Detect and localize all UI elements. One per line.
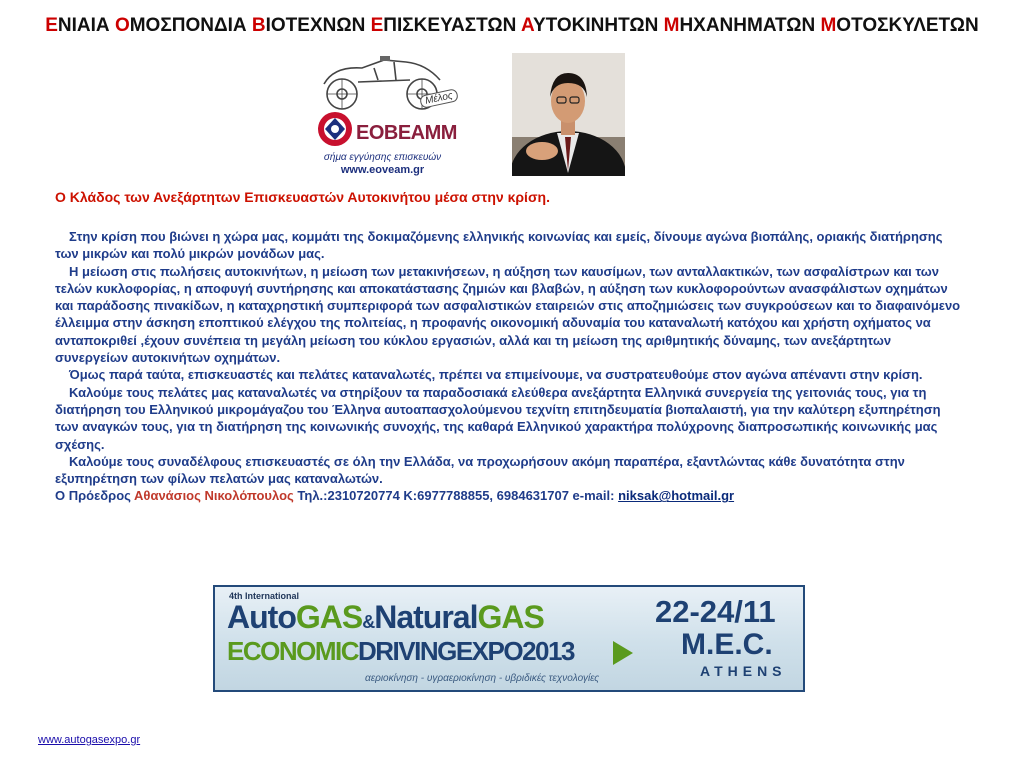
heading-initial: Ε (45, 15, 58, 36)
signature-name: Αθανάσιος Νικολόπουλος (134, 488, 294, 504)
expo-banner[interactable] (213, 585, 805, 692)
heading-initial: Μ (663, 15, 680, 36)
president-photo (512, 53, 625, 176)
logo-wordmark: ΕΟΒΕΑΜΜ (356, 122, 457, 144)
heading-initial: Ο (114, 15, 130, 36)
article-body (55, 228, 967, 505)
logo-tagline: σήμα εγγύησης επισκευών (323, 152, 442, 163)
signature (55, 487, 967, 504)
article-paragraph: Καλούμε τους συναδέλφους επισκευαστές σε όλη την Ελλάδα, να προχωρήσουν ακόμη παραπέρα, εξαντλώντας κάθε δυνατότητα στην εξυπηρέτηση των φίλων πελατών μας καταναλωτών. (55, 453, 905, 487)
arrow-icon (613, 641, 633, 665)
footer-website-link[interactable]: www.autogasexpo.gr (38, 734, 141, 746)
heading-word: ΥΤΟΚΙΝΗΤΩΝ (532, 15, 659, 36)
signature-contact: Τηλ.:2310720774 Κ:6977788855, 6984631707 e-mail: (297, 488, 615, 504)
article-paragraph: Καλούμε τους πελάτες μας καταναλωτές να στηρίξουν τα παραδοσιακά ελεύθερα ανεξάρτητα Ελληνικά συνεργεία της γειτονιάς τους, για τη διατήρηση του Ελληνικού μικρομάγαζου του Έλληνα αυτοαπασχολούμενου τεχνίτη επιτηδευματία βιοπαλαιστή, για την καλύτερη εξυπηρέτηση των αναγκών τους, για τη διατήρηση της κοινωνικής συνοχής, της καθαρά Ελληνικού χαρακτήρα πολύχρονης διαπροσωπικής κοινωνικής μας σχέσης. (55, 384, 941, 452)
heading-initial: Α (520, 15, 533, 36)
heading-word: ΠΙΣΚΕΥΑΣΤΩΝ (383, 15, 517, 36)
heading-word: ΜΟΣΠΟΝΔΙΑ (129, 15, 247, 36)
signature-role: Ο Πρόεδρος (55, 488, 131, 504)
page-heading (0, 12, 1024, 40)
eoveam-emblem-icon (316, 110, 354, 148)
article-title: Ο Κλάδος των Ανεξάρτητων Επισκευαστών Αυτοκινήτου μέσα στην κρίση. (55, 189, 550, 205)
heading-initial: Ε (370, 15, 384, 36)
article-paragraph: Η μείωση στις πωλήσεις αυτοκινήτων, η μείωση των μετακινήσεων, η αύξηση των καυσίμων, των ανταλλακτικών, των ασφαλίστρων και των τελών κυκλοφορίας, η αποφυγή συντήρησης και αποκατάστασης ζημιών και βλαβών, η αύξηση των κυκλοφορούντων ανασφάλιστων οχημάτων και παράδοσης πινακίδων, η καταχρηστική συμπεριφορά των ασφαλιστικών εταιρειών στις αποζημιώσεις των συγκρούσεων και το διαφαινόμενο έλλειμμα στην άσκηση εποπτικού ελέγχου της πολιτείας, η προφανής οικονομική αδυναμία του καταναλωτή κατόχου και χρήστη οχήματος να ανταποκριθεί ,έχουν συνέπεια τη μεγάλη μείωση του κύκλου εργασιών, αλλά και τη μείωση της αριθμητικής δύναμης, των ανεξάρτητων συνεργείων αυτοκινήτων οχημάτων. (55, 263, 961, 366)
email-link[interactable]: niksak@hotmail.gr (618, 488, 735, 504)
heading-word: ΗΧΑΝΗΜΑΤΩΝ (679, 15, 816, 36)
portrait-illustration (512, 53, 625, 176)
banner-subheadline: ECONOMICDRIVINGEXPO2013 (227, 636, 574, 666)
eoveam-logo (300, 50, 465, 178)
banner-venue: M.E.C. (681, 628, 773, 661)
heading-initial: Μ (820, 15, 837, 36)
article-paragraph: Όμως παρά ταύτα, επισκευαστές και πελάτες καταναλωτές, πρέπει να επιμείνουμε, να συστρατευθούμε στον αγώνα απέναντι στην κρίση. (69, 367, 923, 383)
heading-word: ΝΙΑΙΑ (57, 15, 110, 36)
member-stamp: Μέλος (419, 88, 459, 109)
banner-city: ATHENS (700, 663, 787, 679)
heading-word: ΙΟΤΕΧΝΩΝ (265, 15, 366, 36)
banner-dates: 22-24/11 (655, 594, 776, 629)
article-paragraph: Στην κρίση που βιώνει η χώρα μας, κομμάτι της δοκιμαζόμενης ελληνικής κοινωνίας και εμείς, δίνουμε αγώνα βιοπάλης, οριακής διατήρησης των μικρών και πολύ μικρών μονάδων μας. (55, 229, 943, 262)
logo-url: www.eoveam.gr (340, 164, 425, 176)
banner-headline: AutoGAS&NaturalGAS (227, 599, 544, 635)
banner-subtitle: αεριοκίνηση - υγραεριοκίνηση - υβριδικές τεχνολογίες (365, 673, 600, 684)
banner-edition: 4th International (229, 591, 300, 601)
heading-initial: Β (251, 15, 266, 36)
heading-word: ΟΤΟΣΚΥΛΕΤΩΝ (836, 15, 979, 36)
